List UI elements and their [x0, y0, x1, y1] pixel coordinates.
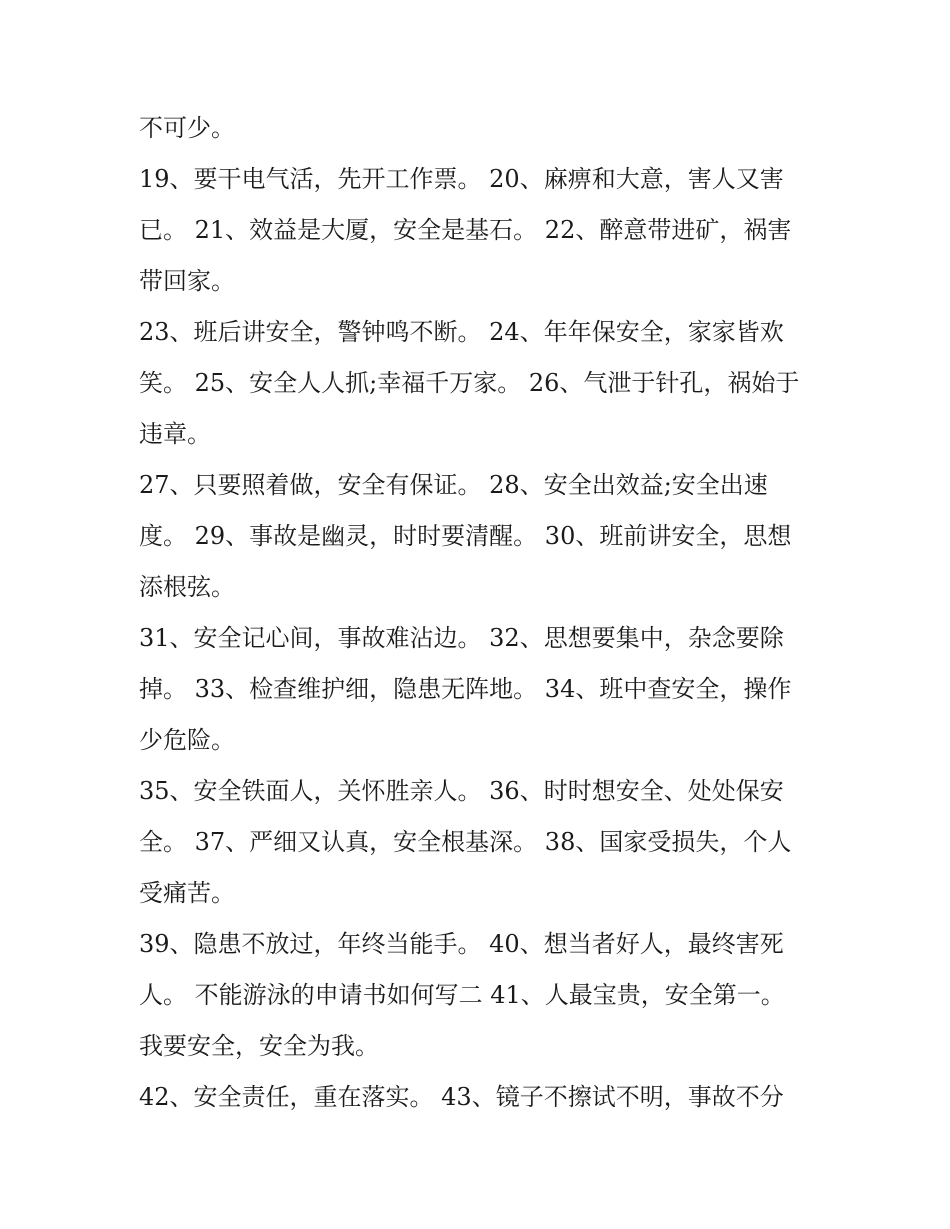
- text-line: 已。 21、效益是大厦，安全是基石。 22、醉意带进矿，祸害: [139, 216, 792, 244]
- text-line: 19、要干电气活，先开工作票。 20、麻痹和大意，害人又害: [139, 165, 784, 193]
- document-body: [139, 103, 819, 1123]
- text-line: 笑。 25、安全人人抓;幸福千万家。 26、气泄于针孔，祸始于: [139, 369, 800, 397]
- text-line: 人。 不能游泳的申请书如何写二 41、人最宝贵，安全第一。: [139, 981, 785, 1009]
- text-line: 39、隐患不放过，年终当能手。 40、想当者好人，最终害死: [139, 930, 784, 958]
- text-line: 受痛苦。: [139, 879, 235, 907]
- text-line: 全。 37、严细又认真，安全根基深。 38、国家受损失，个人: [139, 828, 792, 856]
- text-line: 掉。 33、检查维护细，隐患无阵地。 34、班中查安全，操作: [139, 675, 792, 703]
- text-line: 27、只要照着做，安全有保证。 28、安全出效益;安全出速: [139, 471, 768, 499]
- text-line: 42、安全责任，重在落实。 43、镜子不擦试不明，事故不分: [139, 1083, 784, 1111]
- text-line: 35、安全铁面人，关怀胜亲人。 36、时时想安全、处处保安: [139, 777, 784, 805]
- text-line: 带回家。: [139, 267, 235, 295]
- text-line: 31、安全记心间，事故难沾边。 32、思想要集中，杂念要除: [139, 624, 784, 652]
- text-line: 23、班后讲安全，警钟鸣不断。 24、年年保安全，家家皆欢: [139, 318, 784, 346]
- text-line: 少危险。: [139, 726, 235, 754]
- text-line: 添根弦。: [139, 573, 235, 601]
- text-line: 不可少。: [139, 114, 235, 142]
- text-line: 度。 29、事故是幽灵，时时要清醒。 30、班前讲安全，思想: [139, 522, 792, 550]
- text-line: 违章。: [139, 420, 211, 448]
- text-line: 我要安全，安全为我。: [139, 1032, 379, 1060]
